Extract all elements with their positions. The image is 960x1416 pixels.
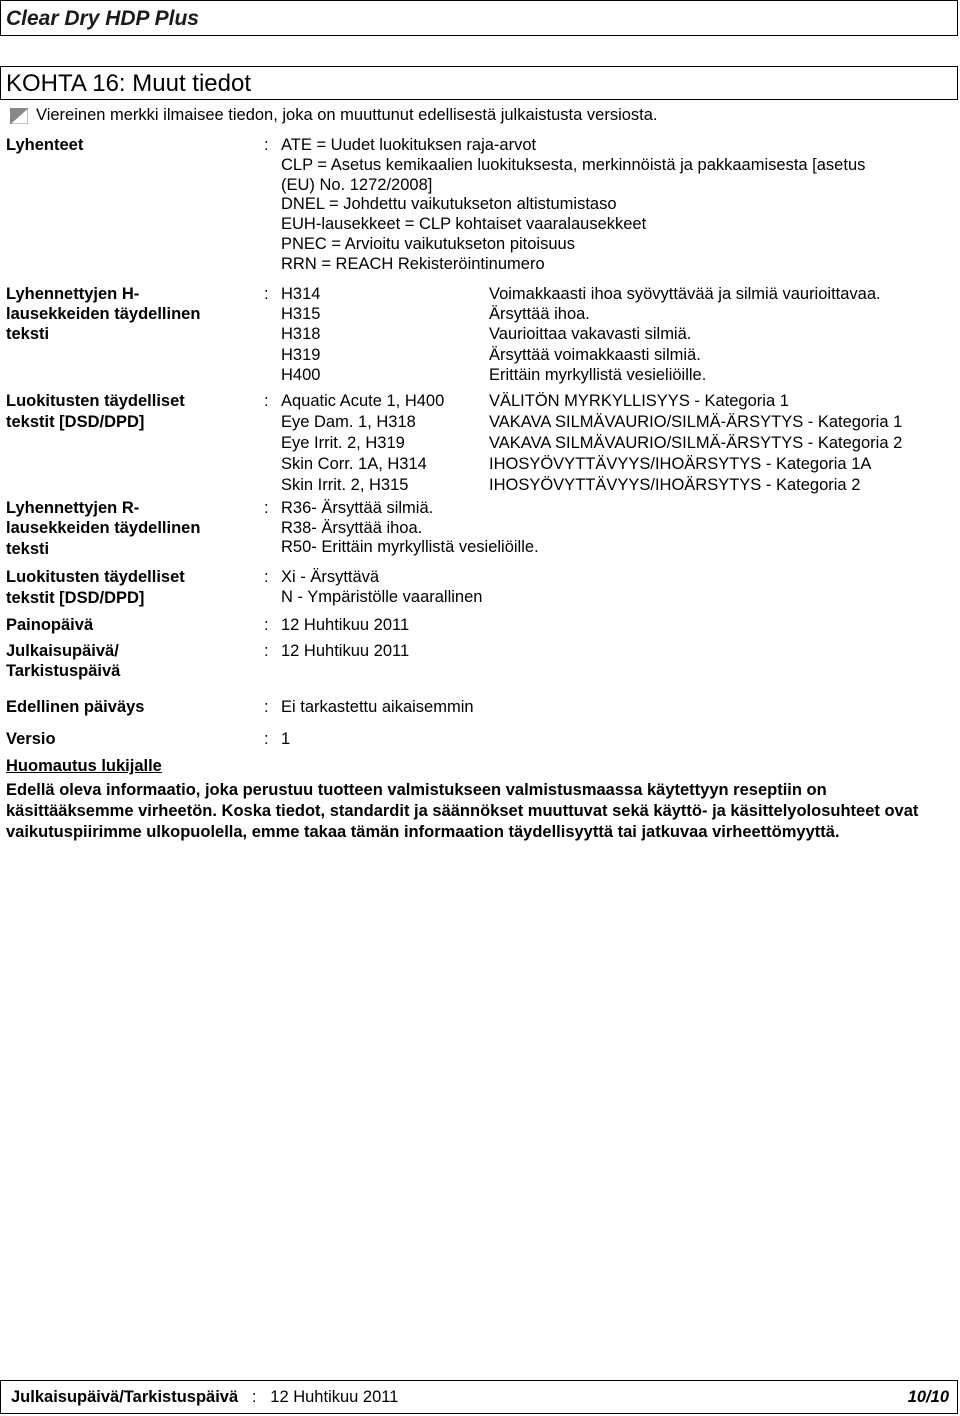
- page-header: [0, 0, 958, 36]
- page-number: 10/10: [907, 1388, 949, 1406]
- h-text: Erittäin myrkyllistä vesieliöille.: [489, 366, 707, 384]
- section-title: KOHTA 16: Muut tiedot: [6, 70, 252, 97]
- classification-text: VAKAVA SILMÄVAURIO/SILMÄ-ÄRSYTYS - Kategoria 2: [489, 434, 903, 452]
- classification-code: Aquatic Acute 1, H400: [281, 392, 445, 410]
- abbreviation-line: ATE = Uudet luokituksen raja-arvot: [281, 136, 537, 154]
- dsd-classification-line: N - Ympäristölle vaarallinen: [281, 588, 483, 606]
- classification-code: Eye Dam. 1, H318: [281, 413, 416, 431]
- colon: :: [264, 392, 269, 410]
- print-date-label: Painopäivä: [6, 616, 94, 634]
- previous-date-label: Edellinen päiväys: [6, 698, 145, 716]
- h-text: Ärsyttää voimakkaasti silmiä.: [489, 346, 701, 364]
- abbreviation-line: RRN = REACH Rekisteröintinumero: [281, 255, 545, 273]
- colon: :: [264, 136, 269, 154]
- reader-note-heading: Huomautus lukijalle: [6, 757, 162, 775]
- h-code: H400: [281, 366, 321, 384]
- colon: :: [251, 1388, 257, 1406]
- abbreviation-line: PNEC = Arvioitu vaikutukseton pitoisuus: [281, 235, 575, 253]
- version-value: 1: [281, 730, 291, 748]
- revision-note-row: [10, 106, 658, 125]
- classifications-label: tekstit [DSD/DPD]: [6, 413, 145, 431]
- issue-date-label: Julkaisupäivä/: [6, 642, 119, 660]
- footer-date: [11, 1388, 398, 1407]
- colon: :: [264, 285, 269, 303]
- colon: :: [264, 698, 269, 716]
- abbreviations-label: Lyhenteet: [6, 136, 84, 154]
- dsd-classifications-label: Luokitusten täydelliset: [6, 568, 185, 586]
- r-phrases-label: teksti: [6, 540, 50, 558]
- classification-code: Skin Irrit. 2, H315: [281, 476, 409, 494]
- dsd-classifications-label: tekstit [DSD/DPD]: [6, 589, 145, 607]
- reader-note-text: Edellä oleva informaatio, joka perustuu tuotteen valmistukseen valmistusmaassa käytettyyn reseptiin on käsittääksemme virheetön. Koska tiedot, standardit ja säännökset muuttuvat sekä käyttö- ja käsittelyolosuhteet ovat vaikutuspiirimme ulkopuolella, emme takaa tämän informaation täydellisyyttä tai jatkuvaa virheettömyyttä.: [6, 781, 919, 841]
- colon: :: [264, 568, 269, 586]
- h-code: H318: [281, 325, 321, 343]
- h-code: H314: [281, 285, 321, 303]
- classification-text: VAKAVA SILMÄVAURIO/SILMÄ-ÄRSYTYS - Kategoria 1: [489, 413, 903, 431]
- classification-text: IHOSYÖVYTTÄVYYS/IHOÄRSYTYS - Kategoria 2: [489, 476, 861, 494]
- abbreviation-line: (EU) No. 1272/2008]: [281, 176, 433, 194]
- r-phrases-label: Lyhennettyjen R-: [6, 499, 140, 517]
- print-date-value: 12 Huhtikuu 2011: [281, 616, 410, 634]
- footer-date-value: 12 Huhtikuu 2011: [270, 1388, 399, 1406]
- h-text: Ärsyttää ihoa.: [489, 305, 590, 323]
- footer-date-label: Julkaisupäivä/Tarkistuspäivä: [11, 1388, 239, 1406]
- h-text: Vaurioittaa vakavasti silmiä.: [489, 325, 692, 343]
- classifications-label: Luokitusten täydelliset: [6, 392, 185, 410]
- issue-date-label: Tarkistuspäivä: [6, 662, 121, 680]
- product-name: Clear Dry HDP Plus: [6, 7, 199, 30]
- r-phrase: R38- Ärsyttää ihoa.: [281, 519, 423, 537]
- revision-marker-icon: [10, 108, 28, 124]
- classification-code: Eye Irrit. 2, H319: [281, 434, 405, 452]
- version-label: Versio: [6, 730, 56, 748]
- colon: :: [264, 730, 269, 748]
- issue-date-value: 12 Huhtikuu 2011: [281, 642, 410, 660]
- revision-note: Viereinen merkki ilmaisee tiedon, joka on muuttunut edellisestä julkaistusta versiosta.: [36, 106, 658, 124]
- r-phrase: R50- Erittäin myrkyllistä vesieliöille.: [281, 538, 539, 556]
- r-phrases-label: lausekkeiden täydellinen: [6, 519, 201, 537]
- abbreviation-line: CLP = Asetus kemikaalien luokituksesta, merkinnöistä ja pakkaamisesta [asetus: [281, 156, 866, 174]
- abbreviation-line: DNEL = Johdettu vaikutukseton altistumistaso: [281, 195, 617, 213]
- colon: :: [264, 499, 269, 517]
- h-statements-label: teksti: [6, 325, 50, 343]
- h-statements-label: Lyhennettyjen H-: [6, 285, 140, 303]
- classification-text: IHOSYÖVYTTÄVYYS/IHOÄRSYTYS - Kategoria 1A: [489, 455, 872, 473]
- abbreviation-line: EUH-lausekkeet = CLP kohtaiset vaaralausekkeet: [281, 215, 647, 233]
- footer-colon: [243, 1388, 266, 1406]
- page-footer: [0, 1380, 958, 1414]
- colon: :: [264, 642, 269, 660]
- h-code: H319: [281, 346, 321, 364]
- h-text: Voimakkaasti ihoa syövyttävää ja silmiä vaurioittavaa.: [489, 285, 881, 303]
- h-statements-label: lausekkeiden täydellinen: [6, 305, 201, 323]
- dsd-classification-line: Xi - Ärsyttävä: [281, 568, 380, 586]
- colon: :: [264, 616, 269, 634]
- r-phrase: R36- Ärsyttää silmiä.: [281, 499, 434, 517]
- previous-date-value: Ei tarkastettu aikaisemmin: [281, 698, 474, 716]
- classification-code: Skin Corr. 1A, H314: [281, 455, 427, 473]
- classification-text: VÄLITÖN MYRKYLLISYYS - Kategoria 1: [489, 392, 789, 410]
- section-heading-box: [0, 66, 958, 100]
- h-code: H315: [281, 305, 321, 323]
